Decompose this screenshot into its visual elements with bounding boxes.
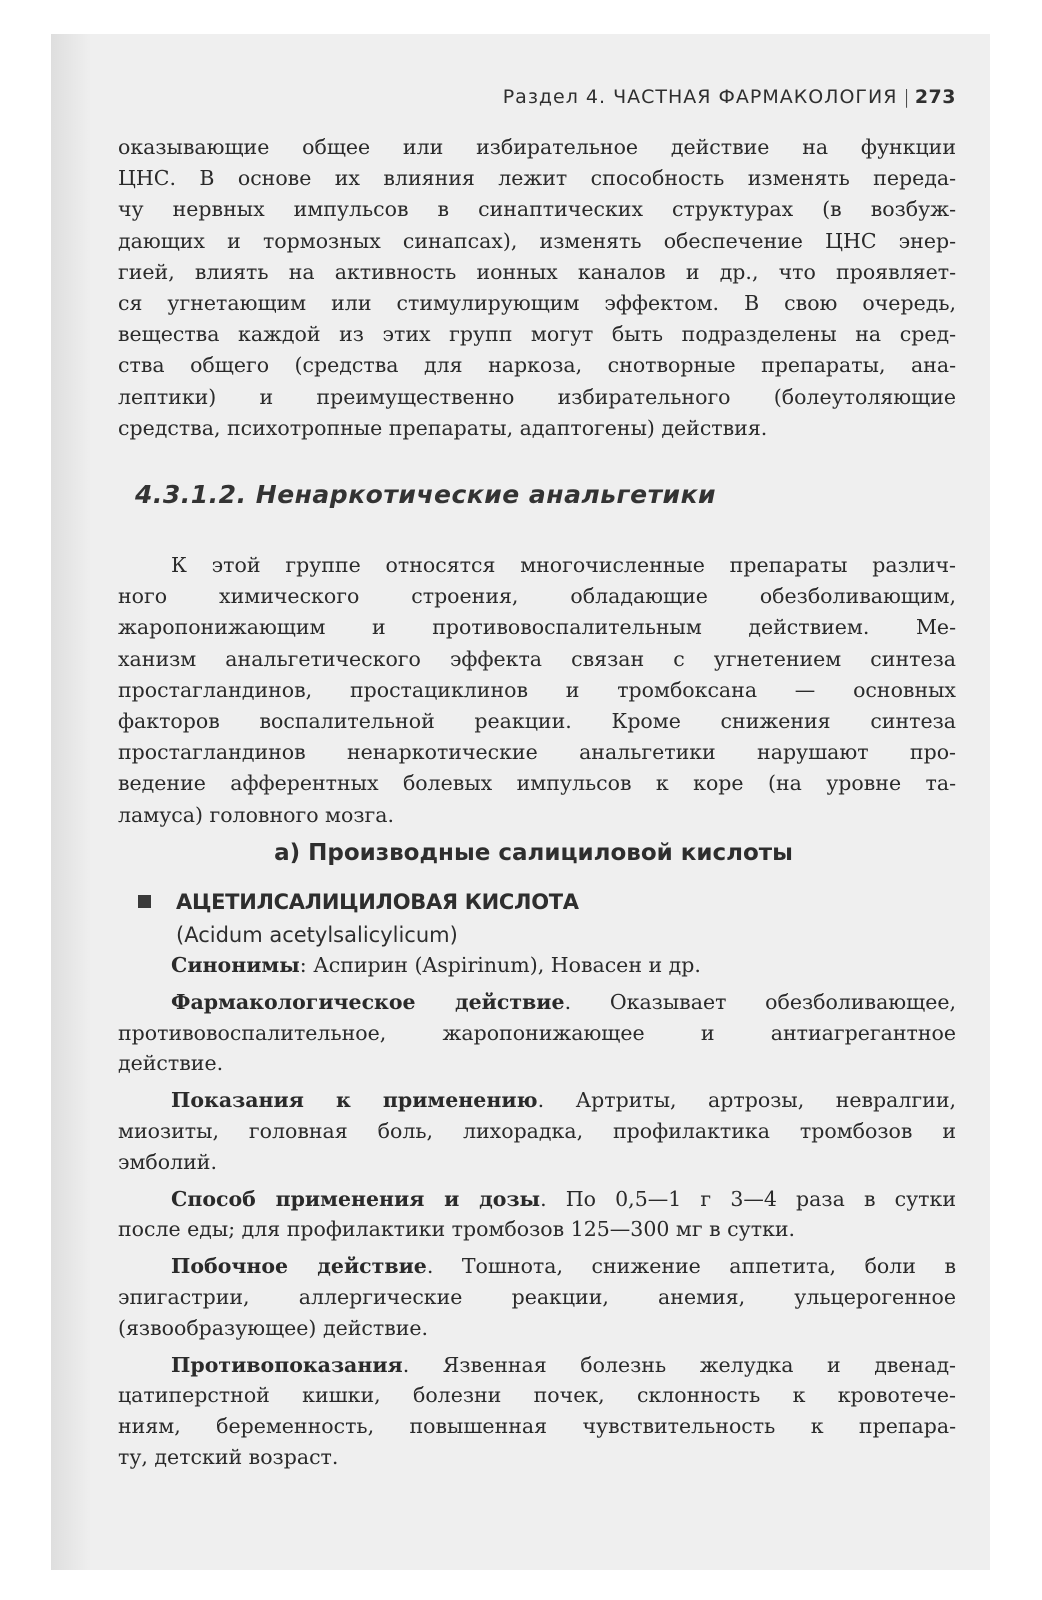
entry-label: Противопоказания [171, 1352, 403, 1377]
entry-text: . Артриты, артрозы, невралгии, [537, 1088, 957, 1113]
text-line: (язвообразующее) действие. [118, 1315, 429, 1340]
text-line: ниям, беременность, повышенная чувствительность к препара- [118, 1414, 956, 1439]
text-line [118, 950, 956, 981]
text-line: К этой группе относятся многочисленные препараты различ- [171, 553, 956, 577]
section-paragraph [118, 550, 956, 831]
header-section-title: Раздел 4. ЧАСТНАЯ ФАРМАКОЛОГИЯ [502, 86, 898, 108]
running-header [111, 86, 956, 108]
text-line: жаропонижающим и противовоспалительным действием. Ме- [118, 615, 956, 640]
entry-side-effects [118, 1251, 956, 1343]
text-line: факторов воспалительной реакции. Кроме снижения синтеза [118, 709, 956, 734]
text-line: ханизм анальгетического эффекта связан с угнетением синтеза [118, 646, 956, 671]
entry-contraindications [118, 1350, 956, 1473]
drug-heading [138, 886, 579, 952]
text-line [118, 987, 956, 1018]
text-line: эмболий. [118, 1149, 217, 1174]
text-line: действие. [118, 1051, 224, 1076]
text-line: ного химического строения, обладающие обезболивающим, [118, 584, 956, 609]
text-line: средства, психотропные препараты, адаптогены) действия. [118, 415, 768, 440]
drug-name: АЦЕТИЛСАЛИЦИЛОВАЯ КИСЛОТА [176, 890, 579, 914]
text-line [118, 1350, 956, 1381]
book-page [51, 34, 990, 1570]
drug-monograph [118, 950, 956, 1479]
entry-label: Показания к применению [171, 1088, 538, 1113]
text-line: ведение афферентных болевых импульсов к коре (на уровне та- [118, 771, 956, 796]
entry-label: Способ применения и дозы [171, 1186, 541, 1211]
text-line: после еды; для профилактики тромбозов 125—300 мг в сутки. [118, 1217, 796, 1242]
text-line: дающих и тормозных синапсах), изменять обеспечение ЦНС энер- [118, 228, 956, 253]
entry-text: : Аспирин (Aspirinum), Новасен и др. [299, 953, 701, 977]
page-number: 273 [914, 86, 956, 108]
entry-text: . Язвенная болезнь желудка и двенад- [402, 1352, 956, 1377]
text-line: простагландинов ненаркотические анальгетики нарушают про- [118, 740, 956, 765]
text-line: чу нервных импульсов в синаптических структурах (в возбуж- [118, 197, 956, 222]
intro-paragraph [118, 132, 956, 444]
text-line: лептики) и преимущественно избирательного (болеутоляющие [118, 384, 956, 409]
text-line: ЦНС. В основе их влияния лежит способность изменять переда- [118, 166, 956, 191]
header-separator: | [903, 86, 911, 108]
text-line: гией, влиять на активность ионных каналов и др., что проявляет- [118, 259, 956, 284]
text-line: ту, детский возраст. [118, 1444, 339, 1469]
text-line [118, 1251, 956, 1282]
text-line: противовоспалительное, жаропонижающее и антиагрегантное [118, 1020, 956, 1045]
text-line: ламуса) головного мозга. [118, 802, 395, 827]
text-line: оказывающие общее или избирательное действие на функции [118, 135, 956, 159]
entry-label: Фармакологическое действие [171, 989, 565, 1014]
text-line: ства общего (средства для наркоза, снотворные препараты, ана- [118, 353, 956, 378]
entry-text: . Оказывает обезболивающее, [564, 989, 956, 1014]
entry-indications [118, 1085, 956, 1177]
text-line: миозиты, головная боль, лихорадка, профилактика тромбозов и [118, 1118, 956, 1143]
subsection-heading: а) Производные салициловой кислоты [274, 840, 793, 866]
square-bullet-icon [138, 895, 151, 908]
entry-label: Синонимы [171, 953, 300, 977]
entry-text: . По 0,5—1 г 3—4 раза в сутки [540, 1186, 956, 1211]
entry-dosage [118, 1184, 956, 1246]
text-line [118, 1184, 956, 1215]
entry-pharmacological-action [118, 987, 956, 1079]
drug-latin-name: (Acidum acetylsalicylicum) [176, 923, 458, 947]
text-line: цатиперстной кишки, болезни почек, склонность к кровотече- [118, 1383, 956, 1408]
section-heading: 4.3.1.2. Ненаркотические анальгетики [135, 480, 717, 509]
text-line [118, 1085, 956, 1116]
text-line: вещества каждой из этих групп могут быть подразделены на сред- [118, 322, 956, 347]
entry-synonyms [118, 950, 956, 981]
entry-text: . Тошнота, снижение аппетита, боли в [426, 1254, 956, 1279]
text-line: эпигастрии, аллергические реакции, анемия, ульцерогенное [118, 1284, 956, 1309]
text-line: простагландинов, простациклинов и тромбоксана — основных [118, 677, 956, 702]
text-line: ся угнетающим или стимулирующим эффектом. В свою очередь, [118, 291, 956, 316]
entry-label: Побочное действие [171, 1254, 427, 1279]
